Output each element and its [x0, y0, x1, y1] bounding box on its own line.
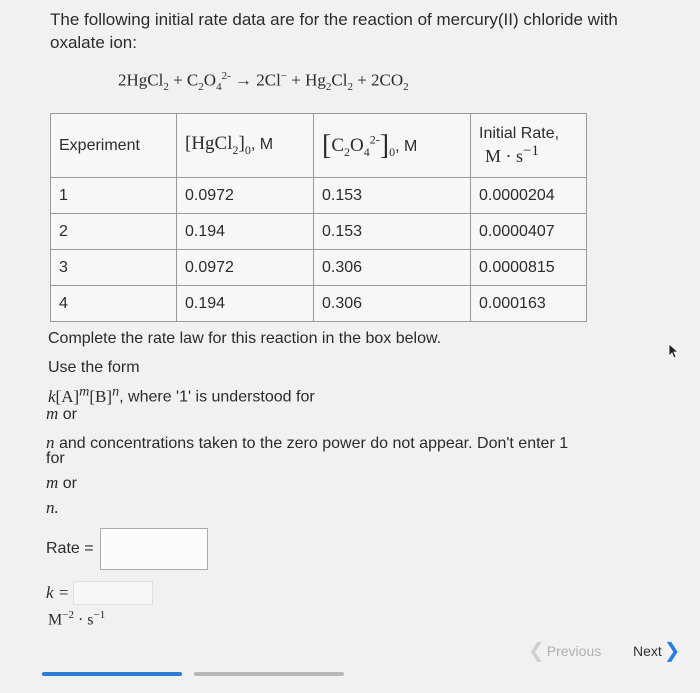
table-row	[51, 178, 587, 214]
progress-bar-active	[42, 672, 182, 676]
cell-oxalate: 0.153	[314, 178, 471, 214]
table-row	[51, 286, 587, 322]
table-row	[51, 214, 587, 250]
cell-oxalate: 0.306	[314, 250, 471, 286]
k-label: k =	[46, 583, 70, 602]
header-initial-rate: Initial Rate, $M \cdot s^{-1}$	[471, 114, 587, 178]
cell-hgcl2: 0.0972	[177, 250, 314, 286]
table-header-row	[51, 114, 587, 178]
rate-law-input[interactable]	[100, 528, 208, 570]
instruction-for: for	[46, 450, 65, 467]
instruction-m-or-2: m or	[46, 473, 77, 492]
instruction-n-line: n and concentrations taken to the zero power do not appear. Don't enter 1	[46, 433, 569, 452]
mouse-pointer-icon	[668, 343, 680, 359]
cell-hgcl2: 0.0972	[177, 178, 314, 214]
cell-hgcl2: 0.194	[177, 286, 314, 322]
reaction-equation: 2HgCl$_2$ + $C_2O_4^{2-} \to 2Cl^- + Hg_2Cl_2 + 2CO_2$	[118, 70, 409, 94]
chevron-left-icon: ❮	[528, 640, 545, 662]
previous-button[interactable]: ❮ Previous	[528, 640, 602, 662]
instruction-complete: Complete the rate law for this reaction in the box below.	[48, 330, 442, 347]
next-button[interactable]: Next ❯	[633, 640, 681, 662]
cell-hgcl2: 0.194	[177, 214, 314, 250]
table-row	[51, 250, 587, 286]
cell-rate: 0.0000204	[471, 178, 587, 214]
k-units: $M^{-2} \cdot s^{-1}$	[48, 609, 106, 629]
rate-label: Rate =	[46, 540, 94, 557]
cell-rate: 0.000163	[471, 286, 587, 322]
cell-experiment: 1	[51, 178, 177, 214]
header-hgcl2: $[HgCl_2]_0$, M	[177, 114, 314, 178]
rate-data-table	[50, 113, 587, 322]
cell-oxalate: 0.153	[314, 214, 471, 250]
header-experiment: Experiment	[51, 114, 177, 178]
cell-rate: 0.0000815	[471, 250, 587, 286]
instruction-use-form: Use the form	[48, 359, 140, 376]
question-intro: The following initial rate data are for the reaction of mercury(II) chloride with oxalate ion:	[50, 10, 618, 52]
instruction-form: $k[A]^m[B]^n$, where '1' is understood for	[48, 383, 315, 406]
k-row	[46, 581, 153, 605]
instruction-n-end: n.	[46, 498, 59, 517]
rate-law-row	[46, 528, 208, 570]
cell-experiment: 3	[51, 250, 177, 286]
progress-bar-inactive	[194, 672, 344, 676]
cell-experiment: 4	[51, 286, 177, 322]
instruction-m-or: m or	[46, 404, 77, 423]
cell-experiment: 2	[51, 214, 177, 250]
chevron-right-icon: ❯	[663, 640, 681, 662]
k-value-input[interactable]	[73, 581, 153, 605]
cell-rate: 0.0000407	[471, 214, 587, 250]
header-oxalate: $[C_2O_4^{2-}]_0$, M	[314, 114, 471, 178]
cell-oxalate: 0.306	[314, 286, 471, 322]
